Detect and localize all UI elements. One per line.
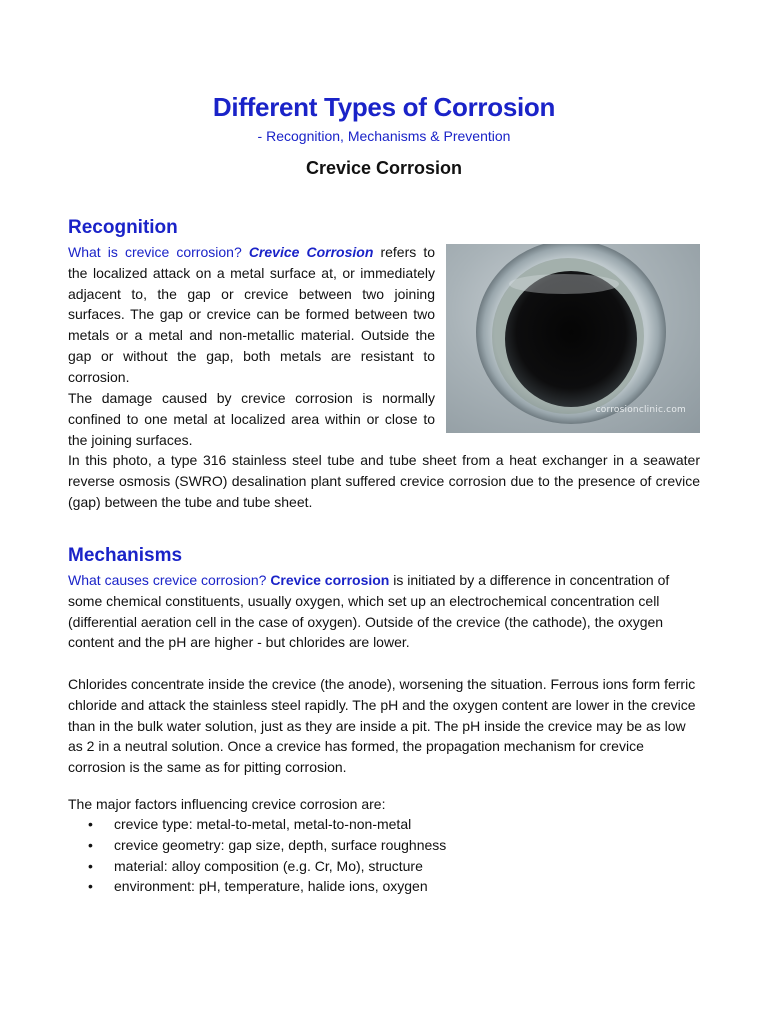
recognition-heading: Recognition [68,217,178,238]
mechanisms-paragraph-2: Chlorides concentrate inside the crevice (the anode), worsening the situation. Ferrous ions form ferric chloride and attack the stainless steel rapidly. The pH and the oxygen content are lower in the crevice than in the bulk water solution, just as they are inside a pit. The pH inside the crevice may be as low as 2 in a neutral solution. Once a crevice has formed, the propagation mechanism for crevice corrosion is the same as for pitting corrosion. [68,676,696,776]
recognition-paragraph-2: The damage caused by crevice corrosion is normally confined to one metal at localized area within or close to the joining surfaces. [68,390,435,448]
recognition-paragraph-3: In this photo, a type 316 stainless steel tube and tube sheet from a heat exchanger in a seawater reverse osmosis (SWRO) desalination plant suffered crevice corrosion due to the presence of crevice (gap) between the tube and tube sheet. [68,452,700,510]
factor-text: material: alloy composition (e.g. Cr, Mo), structure [114,857,423,874]
list-item [88,876,446,897]
crevice-corrosion-photo [446,244,700,433]
photo-watermark: corrosionclinic.com [595,405,686,415]
bullet-icon: • [88,878,93,895]
factor-text: crevice geometry: gap size, depth, surface roughness [114,836,447,853]
factor-text: environment: pH, temperature, halide ions, oxygen [114,878,428,895]
mechanisms-explanation: is initiated by a difference in concentration of some chemical constituents, usually oxygen, which set up an electrochemical concentration cell (differential aeration cell in the case of oxygen). Outside of the crevice (the cathode), the oxygen content and the pH are higher - but chlorides are lower. [68,572,670,651]
mechanisms-question: What causes crevice corrosion? [68,572,267,588]
list-item [88,856,446,877]
recognition-definition: refers to the localized attack on a metal surface at, or immediately adjacent to, the gap or crevice between two joining surfaces. The gap or crevice can be formed between two metals or a metal and non-metallic material. Outside the gap or without the gap, both metals are resistant to corrosion. [68,244,435,385]
mechanisms-heading: Mechanisms [68,545,183,566]
list-item [88,814,446,835]
list-item [88,835,446,856]
factors-list [88,814,446,897]
recognition-paragraph-1 [68,242,435,388]
recognition-term: Crevice Corrosion [248,244,374,260]
mechanisms-term: Crevice corrosion [270,572,390,588]
document-subtitle: - Recognition, Mechanisms & Prevention [257,128,511,144]
factors-intro: The major factors influencing crevice corrosion are: [68,796,386,812]
mechanisms-paragraph-1 [68,570,700,653]
recognition-question: What is crevice corrosion? [68,244,242,260]
document-title: Different Types of Corrosion [212,92,556,122]
factor-text: crevice type: metal-to-metal, metal-to-non-metal [114,816,412,832]
bullet-icon: • [88,857,93,874]
bullet-icon: • [88,836,93,853]
section-title: Crevice Corrosion [305,158,463,178]
bullet-icon: • [88,816,93,832]
